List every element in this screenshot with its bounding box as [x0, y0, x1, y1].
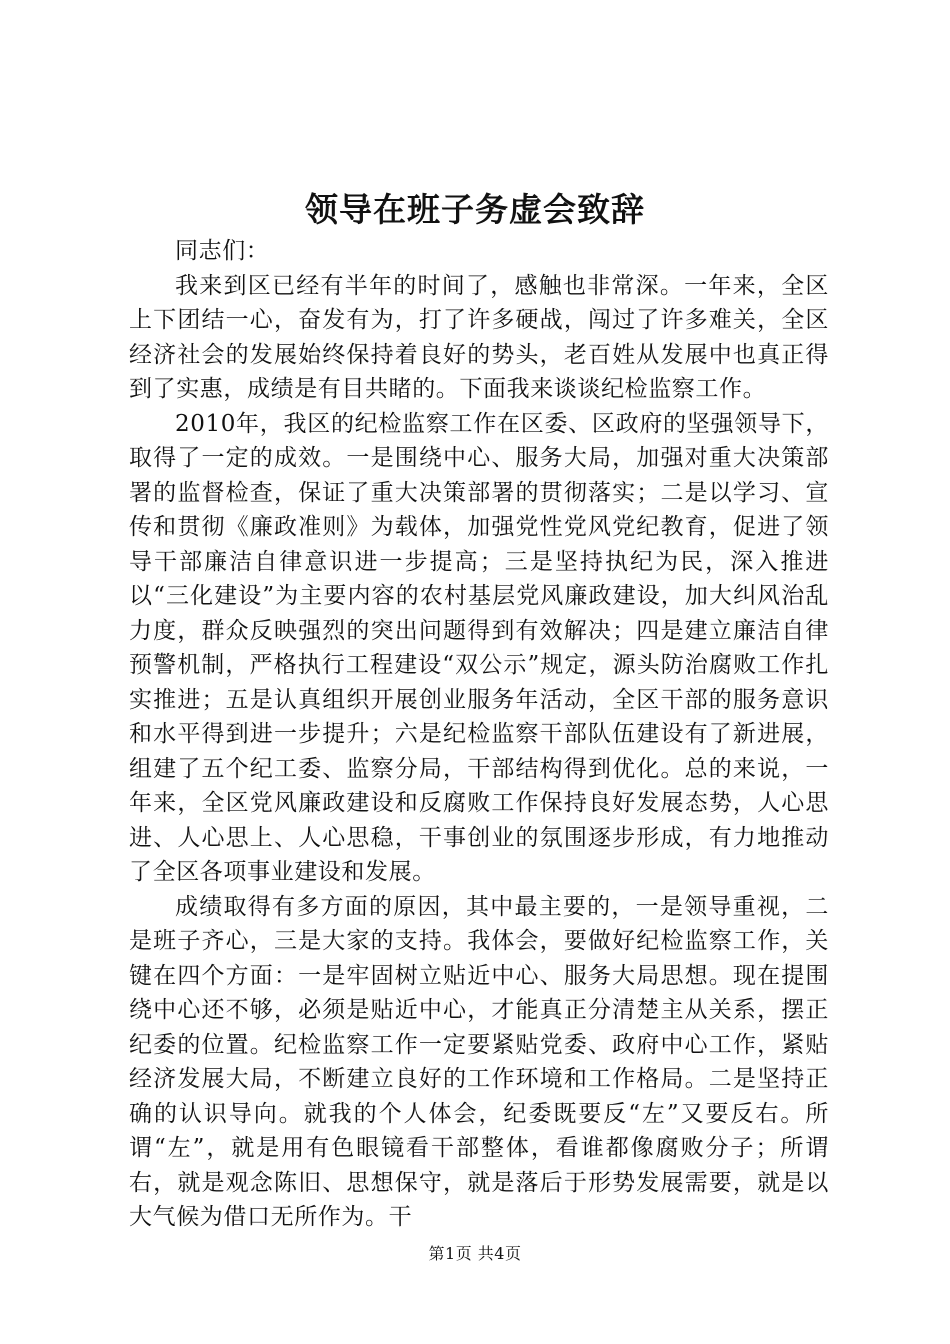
- salutation: 同志们：: [175, 238, 270, 264]
- document-body: [129, 234, 829, 1235]
- paragraph-1: 我来到区已经有半年的时间了，感触也非常深。一年来，全区上下团结一心，奋发有为，打了许多硬战，闯过了许多难关，全区经济社会的发展始终保持着良好的势头，老百姓从发展中也真正得到了实惠，成绩是有目共睹的。下面我来谈谈纪检监察工作。: [129, 272, 829, 402]
- document-title: 领导在班子务虚会致辞: [305, 190, 645, 229]
- paragraph-2: 2010年，我区的纪检监察工作在区委、区政府的坚强领导下，取得了一定的成效。一是围绕中心、服务大局，加强对重大决策部署的监督检查，保证了重大决策部署的贯彻落实；二是以学习、宣传和贯彻《廉政准则》为载体，加强党性党风党纪教育，促进了领导干部廉洁自律意识进一步提高；三是坚持执纪为民，深入推进以“三化建设”为主要内容的农村基层党风廉政建设，加大纠风治乱力度，群众反映强烈的突出问题得到有效解决；四是建立廉洁自律预警机制，严格执行工程建设“双公示”规定，源头防治腐败工作扎实推进；五是认真组织开展创业服务年活动，全区干部的服务意识和水平得到进一步提升；六是纪检监察干部队伍建设有了新进展，组建了五个纪工委、监察分局，干部结构得到优化。总的来说，一年来，全区党风廉政建设和反腐败工作保持良好发展态势，人心思进、人心思上、人心思稳，干事创业的氛围逐步形成，有力地推动了全区各项事业建设和发展。: [129, 410, 829, 885]
- page-footer: 第1页 共4页: [428, 1244, 522, 1263]
- paragraph-3: 成绩取得有多方面的原因，其中最主要的，一是领导重视，二是班子齐心，三是大家的支持。我体会，要做好纪检监察工作，关键在四个方面：一是牢固树立贴近中心、服务大局思想。现在提围绕中心还不够，必须是贴近中心，才能真正分清楚主从关系，摆正纪委的位置。纪检监察工作一定要紧贴党委、政府中心工作，紧贴经济发展大局，不断建立良好的工作环境和工作格局。二是坚持正确的认识导向。就我的个人体会，纪委既要反“左”又要反右。所谓“左”，就是用有色眼镜看干部整体，看谁都像腐败分子；所谓右，就是观念陈旧、思想保守，就是落后于形势发展需要，就是以大气候为借口无所作为。干: [129, 893, 829, 1230]
